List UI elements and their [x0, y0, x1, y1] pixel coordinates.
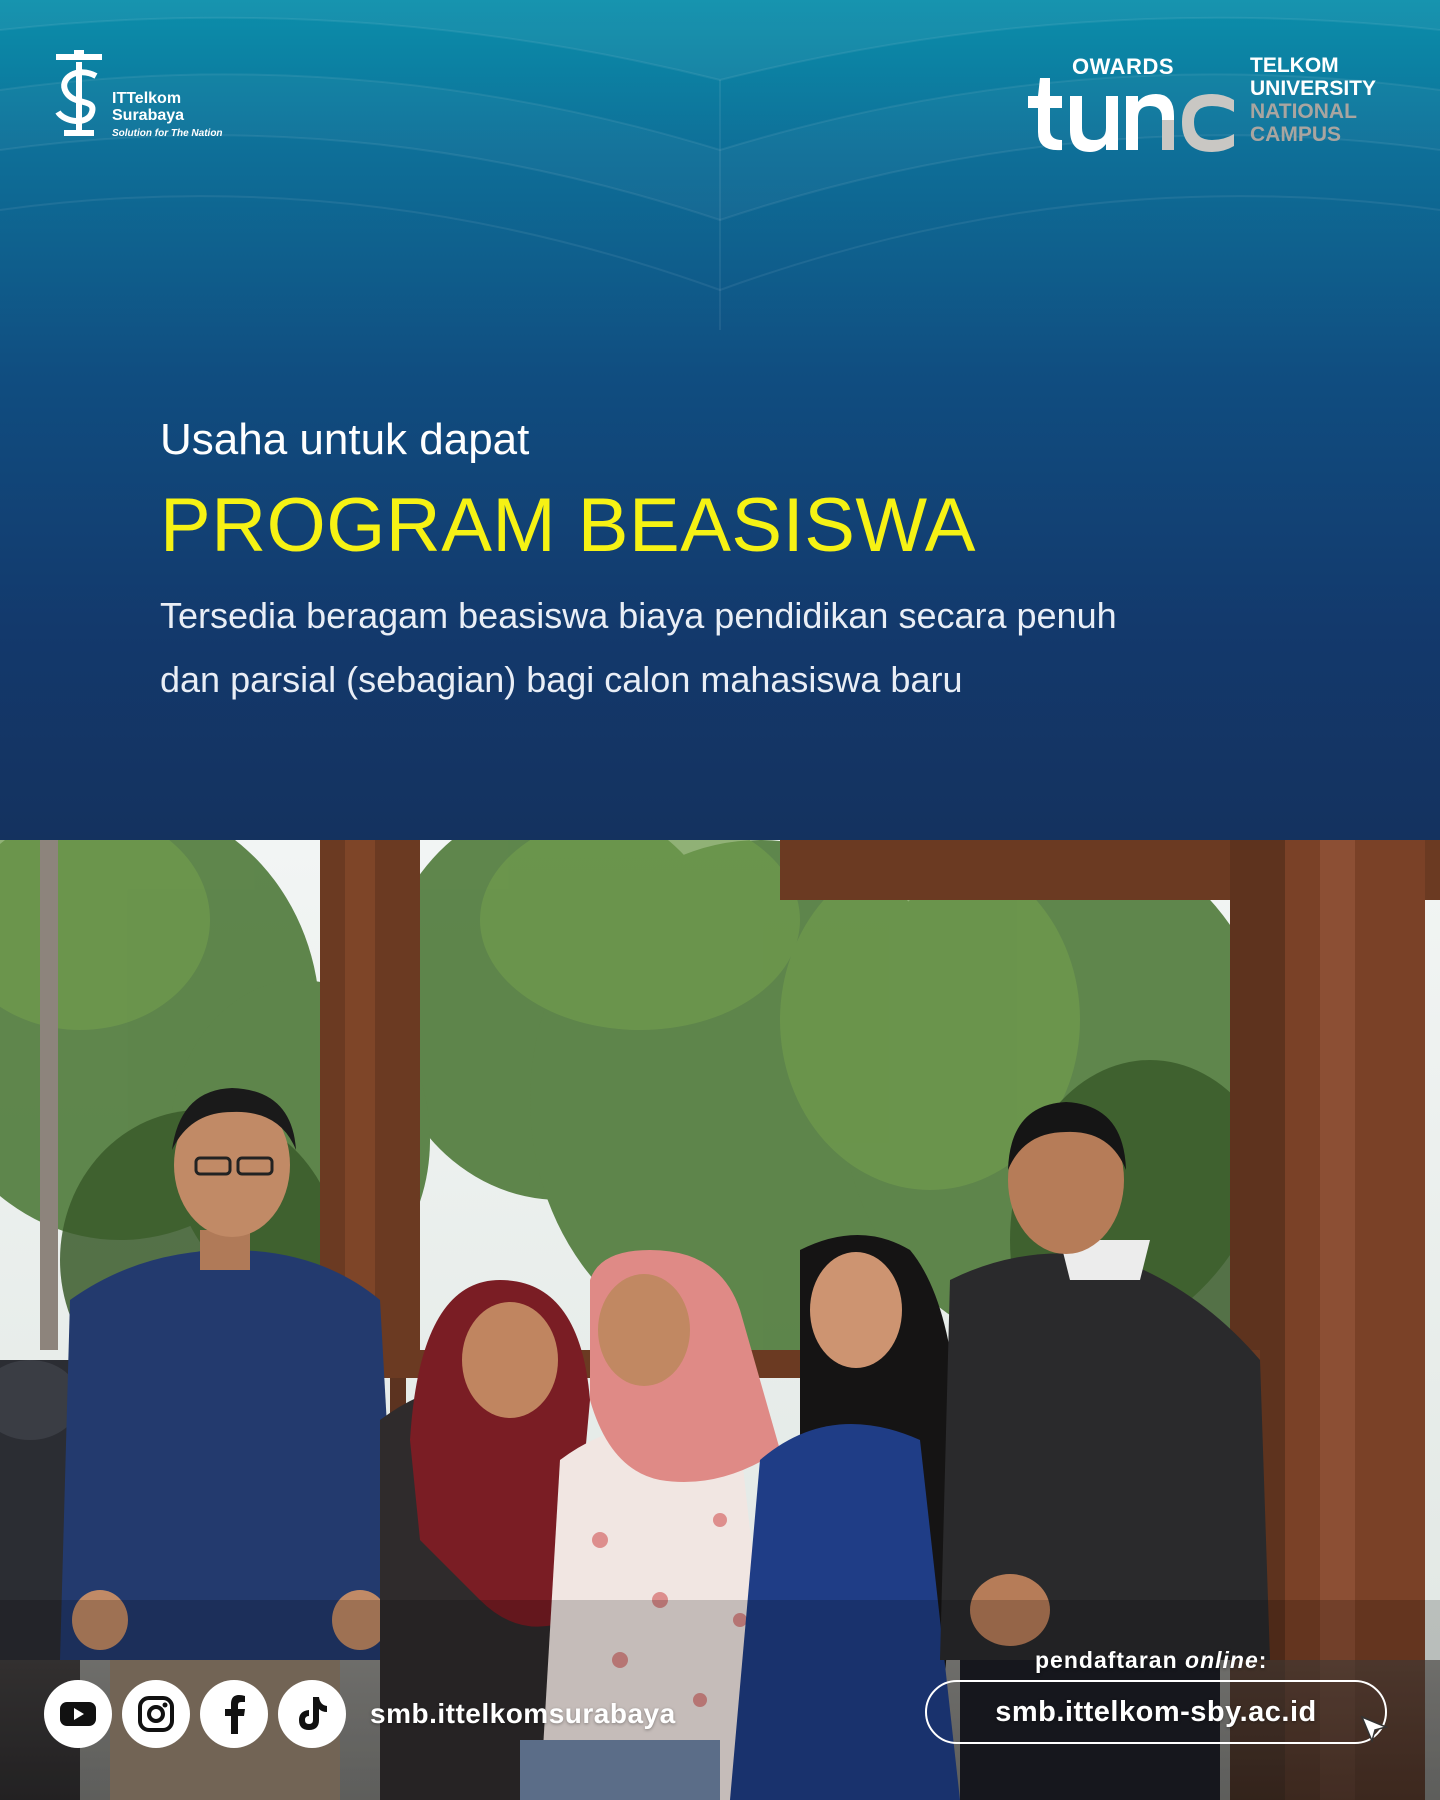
social-handle[interactable]: smb.ittelkomsurabaya: [370, 1698, 676, 1729]
hero-text: [160, 410, 1310, 712]
tunc-line4: CAMPUS: [1250, 123, 1342, 146]
logo-name-line2: Surabaya: [112, 107, 185, 124]
tunc-line2: UNIVERSITY: [1250, 77, 1377, 100]
tunc-awards-logo[interactable]: [1022, 52, 1392, 152]
registration-label-suffix: :: [1258, 1647, 1268, 1673]
cursor-pointer-icon: [1360, 1715, 1390, 1745]
youtube-icon[interactable]: [44, 1680, 112, 1748]
logo-tagline: Solution for The Nation: [112, 128, 223, 139]
ittelkom-logo[interactable]: [48, 50, 238, 150]
registration-link-button[interactable]: [925, 1680, 1387, 1744]
hero-description: [160, 584, 1310, 712]
tunc-badge-text: OWARDS: [1072, 54, 1174, 79]
header-panel: [0, 0, 1440, 840]
instagram-icon[interactable]: [122, 1680, 190, 1748]
logo-name-line1: ITTelkom: [112, 90, 182, 107]
registration-label-prefix: pendaftaran: [1035, 1647, 1186, 1673]
hero-pretitle: Usaha untuk dapat: [160, 415, 530, 464]
registration-url[interactable]: smb.ittelkom-sby.ac.id: [995, 1695, 1317, 1728]
tunc-line3: NATIONAL: [1250, 100, 1357, 123]
hero-description-line1: Tersedia beragam beasiswa biaya pendidikan secara penuh: [160, 595, 1117, 636]
facebook-icon[interactable]: [200, 1680, 268, 1748]
registration-label-online: online: [1185, 1647, 1259, 1673]
social-bar: [44, 1678, 676, 1750]
tunc-line1: TELKOM: [1250, 54, 1339, 77]
hero-description-line2: dan parsial (sebagian) bagi calon mahasiswa baru: [160, 659, 963, 700]
tiktok-icon[interactable]: [278, 1680, 346, 1748]
registration-label: [1035, 1647, 1267, 1674]
tunc-lines: [1250, 54, 1376, 146]
hero-title: PROGRAM BEASISWA: [160, 483, 976, 568]
ittelkom-emblem-icon: [48, 50, 110, 140]
